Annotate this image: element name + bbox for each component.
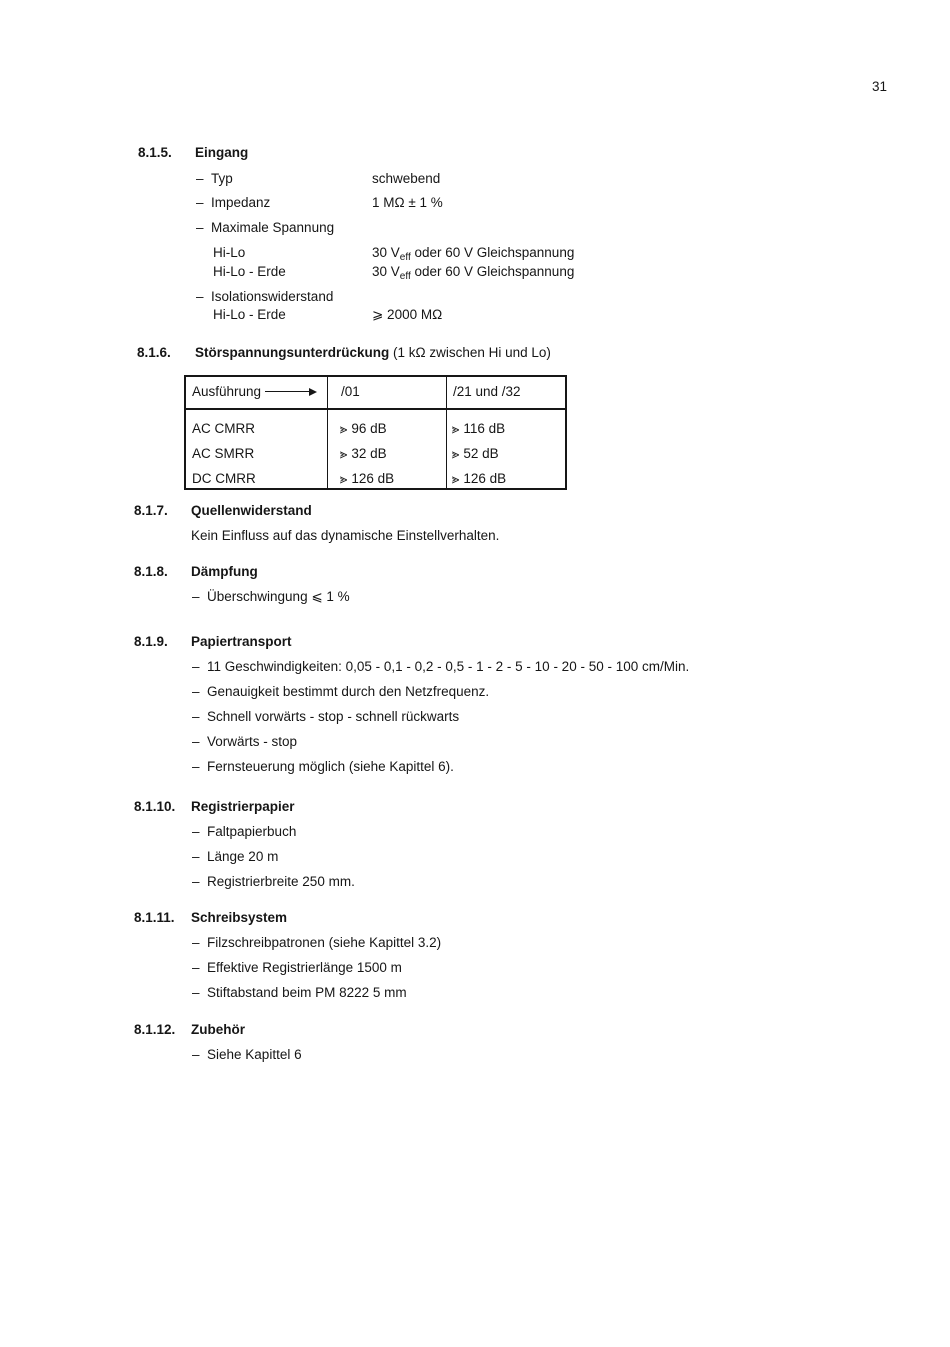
list-item: – Effektive Registrierlänge 1500 m bbox=[192, 961, 402, 975]
table-cell: ⪢ 32 dB bbox=[340, 446, 387, 461]
stoerspannung-heading-rest: (1 kΩ zwischen Hi und Lo) bbox=[389, 345, 551, 360]
section-number-8-1-5: 8.1.5. bbox=[138, 145, 172, 160]
hilo-erde-label: Hi-Lo - Erde bbox=[213, 264, 286, 279]
iso-label: – Isolationswiderstand bbox=[196, 290, 333, 304]
section-title-quellenwiderstand: Quellenwiderstand bbox=[191, 503, 312, 518]
cmrr-table bbox=[184, 375, 567, 490]
quellenwiderstand-text: Kein Einfluss auf das dynamische Einstellverhalten. bbox=[191, 528, 500, 543]
stoerspannung-heading: Störspannungsunterdrückung bbox=[195, 345, 390, 360]
section-number-8-1-8: 8.1.8. bbox=[134, 564, 168, 579]
list-item: – Vorwärts - stop bbox=[192, 735, 297, 749]
max-spannung-label: – Maximale Spannung bbox=[196, 221, 334, 235]
list-item: – Registrierbreite 250 mm. bbox=[192, 875, 355, 889]
list-item: – Siehe Kapittel 6 bbox=[192, 1048, 302, 1062]
section-title-schreibsystem: Schreibsystem bbox=[191, 910, 288, 925]
hilo-erde-eff: eff bbox=[399, 271, 411, 282]
table-cell: ⪢ 116 dB bbox=[452, 421, 506, 436]
hilo-rest: oder 60 V Gleichspannung bbox=[410, 245, 575, 260]
section-number-8-1-12: 8.1.12. bbox=[134, 1022, 176, 1037]
section-title-papiertransport: Papiertransport bbox=[191, 634, 292, 649]
section-title-registrierpapier: Registrierpapier bbox=[191, 799, 295, 814]
table-header-21-32: /21 und /32 bbox=[453, 384, 521, 399]
hilo-voltage: 30 V bbox=[372, 245, 400, 260]
table-row-label: AC SMRR bbox=[192, 446, 255, 461]
list-item: – Fernsteuerung möglich (siehe Kapittel 6). bbox=[192, 760, 454, 774]
list-item: – Filzschreibpatronen (siehe Kapittel 3.2) bbox=[192, 936, 441, 950]
table-cell: ⪢ 126 dB bbox=[452, 471, 507, 486]
table-header-01: /01 bbox=[341, 384, 360, 399]
table-col-divider-2 bbox=[446, 377, 447, 488]
table-col-divider-1 bbox=[327, 377, 328, 488]
table-header-ausfuehrung bbox=[192, 385, 317, 399]
iso-sub-label: Hi-Lo - Erde bbox=[213, 307, 286, 322]
table-row-label: AC CMRR bbox=[192, 421, 255, 436]
hilo-eff: eff bbox=[399, 252, 411, 263]
typ-value: schwebend bbox=[372, 171, 441, 186]
section-title-eingang: Eingang bbox=[195, 145, 249, 160]
section-title-stoerspannung bbox=[195, 346, 551, 360]
table-cell: ⪢ 126 dB bbox=[340, 471, 395, 486]
typ-label: – Typ bbox=[196, 172, 233, 186]
arrow-right-icon bbox=[265, 387, 317, 397]
hilo-erde-rest: oder 60 V Gleichspannung bbox=[410, 264, 575, 279]
list-item: – Länge 20 m bbox=[192, 850, 278, 864]
list-item: – Stiftabstand beim PM 8222 5 mm bbox=[192, 986, 407, 1000]
table-cell: ⪢ 96 dB bbox=[340, 421, 387, 436]
section-number-8-1-9: 8.1.9. bbox=[134, 634, 168, 649]
section-number-8-1-11: 8.1.11. bbox=[134, 910, 175, 925]
impedanz-value: 1 MΩ ± 1 % bbox=[372, 195, 443, 210]
section-number-8-1-7: 8.1.7. bbox=[134, 503, 168, 518]
hilo-erde-value bbox=[372, 264, 575, 282]
hilo-label: Hi-Lo bbox=[213, 245, 246, 260]
hilo-value bbox=[372, 245, 575, 263]
table-row-label: DC CMRR bbox=[192, 471, 256, 486]
list-item: – Überschwingung ⩽ 1 % bbox=[192, 590, 350, 604]
section-number-8-1-10: 8.1.10. bbox=[134, 799, 176, 814]
iso-value: ⩾ 2000 MΩ bbox=[372, 307, 443, 322]
list-item: – Faltpapierbuch bbox=[192, 825, 296, 839]
list-item: – 11 Geschwindigkeiten: 0,05 - 0,1 - 0,2 - 0,5 - 1 - 2 - 5 - 10 - 20 - 50 - 100 cm/Min. bbox=[192, 660, 689, 674]
table-cell: ⪢ 52 dB bbox=[452, 446, 499, 461]
list-item: – Genauigkeit bestimmt durch den Netzfrequenz. bbox=[192, 685, 489, 699]
section-title-daempfung: Dämpfung bbox=[191, 564, 258, 579]
list-item: – Schnell vorwärts - stop - schnell rückwarts bbox=[192, 710, 459, 724]
hilo-erde-voltage: 30 V bbox=[372, 264, 400, 279]
table-header-divider bbox=[186, 408, 565, 410]
section-title-zubehoer: Zubehör bbox=[191, 1022, 245, 1037]
section-number-8-1-6: 8.1.6. bbox=[137, 345, 171, 360]
header-ausfuehrung-text: Ausführung bbox=[192, 384, 262, 399]
page-number: 31 bbox=[872, 79, 888, 94]
impedanz-label: – Impedanz bbox=[196, 196, 270, 210]
